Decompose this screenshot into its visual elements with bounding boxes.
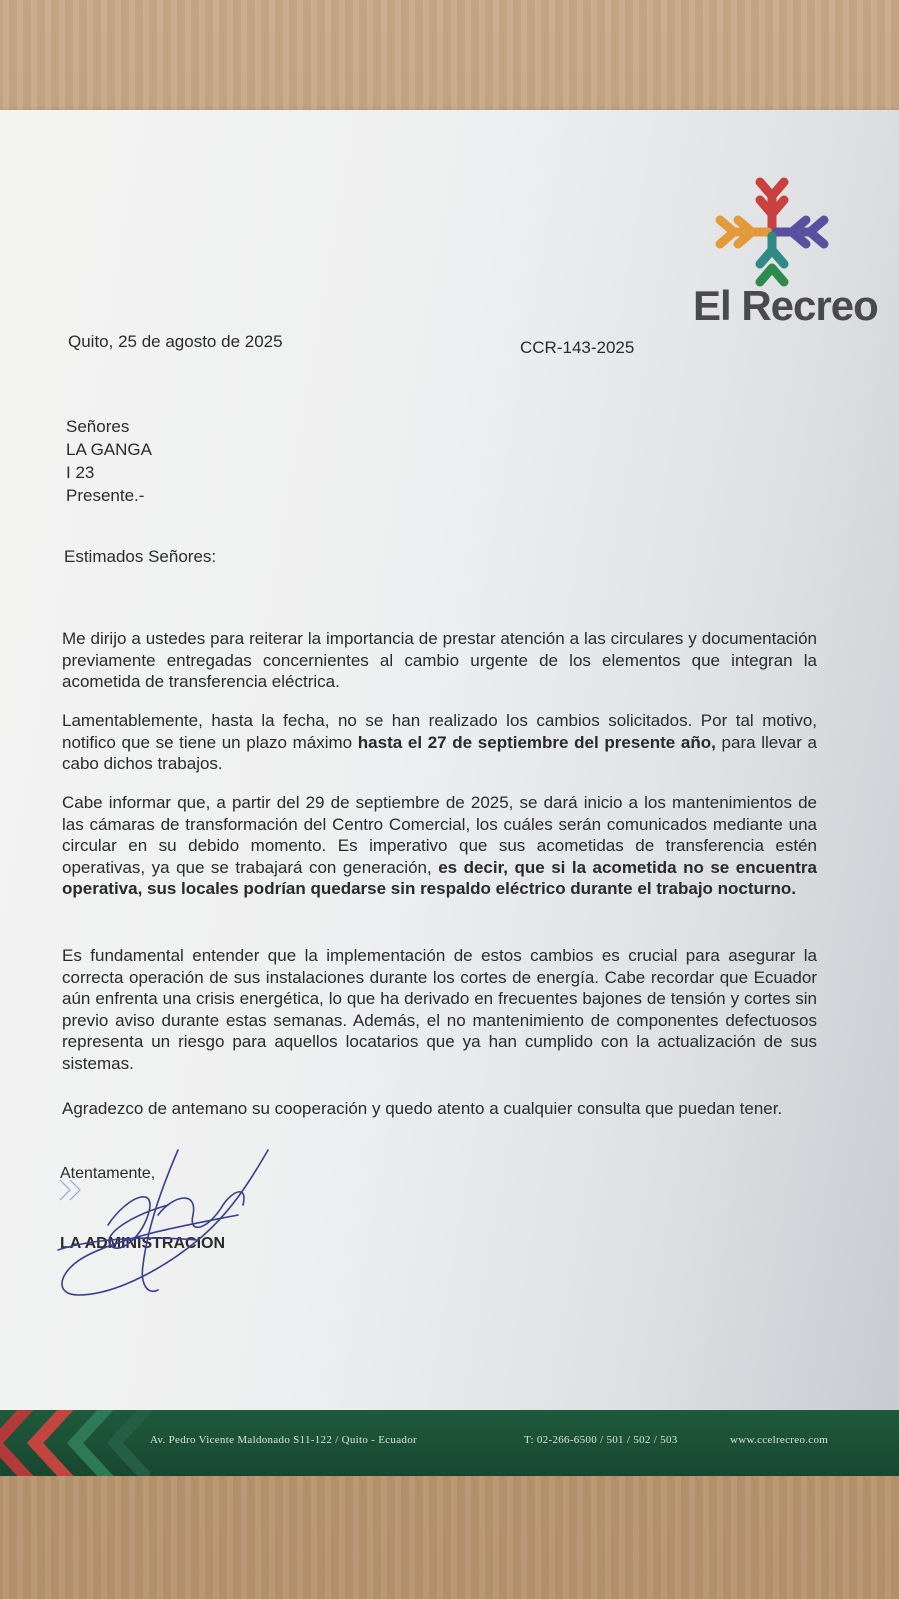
letter-footer — [0, 1410, 899, 1476]
recipient-line-1: Señores — [66, 417, 130, 436]
paragraph-5: Agradezco de antemano su cooperación y quedo atento a cualquier consulta que puedan tener. — [62, 1099, 783, 1118]
footer-chevron-icon — [0, 1410, 150, 1476]
paragraph-2 — [62, 710, 817, 775]
signer-name: LA ADMINISTRACION — [60, 1235, 226, 1252]
footer-address: Av. Pedro Vicente Maldonado S11-122 / Quito - Ecuador — [150, 1434, 417, 1446]
recipient-line-3: I 23 — [66, 463, 95, 482]
paragraph-2-end: para llevar a cabo dichos trabajos. — [62, 732, 817, 773]
recipient-line-4: Presente.- — [66, 486, 145, 505]
paragraph-3-text: Cabe informar que, a partir del 29 de septiembre de 2025, se dará inicio a los mantenimientos de las cámaras de transformación del Centro Comercial, los cuáles serán comunicados mediante una circular en su debido momento. Es imperativo que sus acometidas de transferencia estén operativas, ya que se trabajará con generación, — [62, 793, 817, 877]
reference-code: CCR-143-2025 — [520, 338, 635, 357]
city-date: Quito, 25 de agosto de 2025 — [68, 332, 283, 351]
signature-icon — [48, 1145, 278, 1310]
footer-phone: T: 02-266-6500 / 501 / 502 / 503 — [524, 1434, 678, 1446]
paragraph-2-deadline: hasta el 27 de septiembre del presente año, — [357, 732, 716, 752]
paragraph-1: Me dirijo a ustedes para reiterar la importancia de prestar atención a las circulares y documentación previamente entregadas concernientes al cambio urgente de los elementos que integran la acometida de transferencia eléctrica. — [62, 629, 817, 691]
closing-regards: Atentamente, — [60, 1165, 156, 1182]
paragraph-2-text: Lamentablemente, hasta la fecha, no se han realizado los cambios solicitados. Por tal motivo, notifico que se tiene un plazo máximo — [62, 711, 817, 752]
paragraph-3 — [62, 792, 817, 900]
footer-website: www.ccelrecreo.com — [730, 1434, 829, 1446]
paragraph-4: Es fundamental entender que la implementación de estos cambios es crucial para asegurar la correcta operación de sus instalaciones durante los cortes de energía. Cabe recordar que Ecuador aún enfrenta una crisis energética, lo que ha derivado en frecuentes bajones de tensión y cortes sin previo aviso durante estas semanas. Además, el no mantenimiento de componentes defectuosos representa un riesgo para aquellos locatarios que ya han cumplido con la actualización de sus sistemas. — [62, 946, 817, 1073]
salutation: Estimados Señores: — [64, 547, 217, 566]
logo-wordmark: El Recreo — [693, 282, 878, 329]
recipient-line-2: LA GANGA — [66, 440, 152, 459]
paragraph-3-warning: es decir, que si la acometida no se encuentra operativa, sus locales podrían quedarse sin respaldo eléctrico durante el trabajo nocturno. — [62, 857, 817, 898]
